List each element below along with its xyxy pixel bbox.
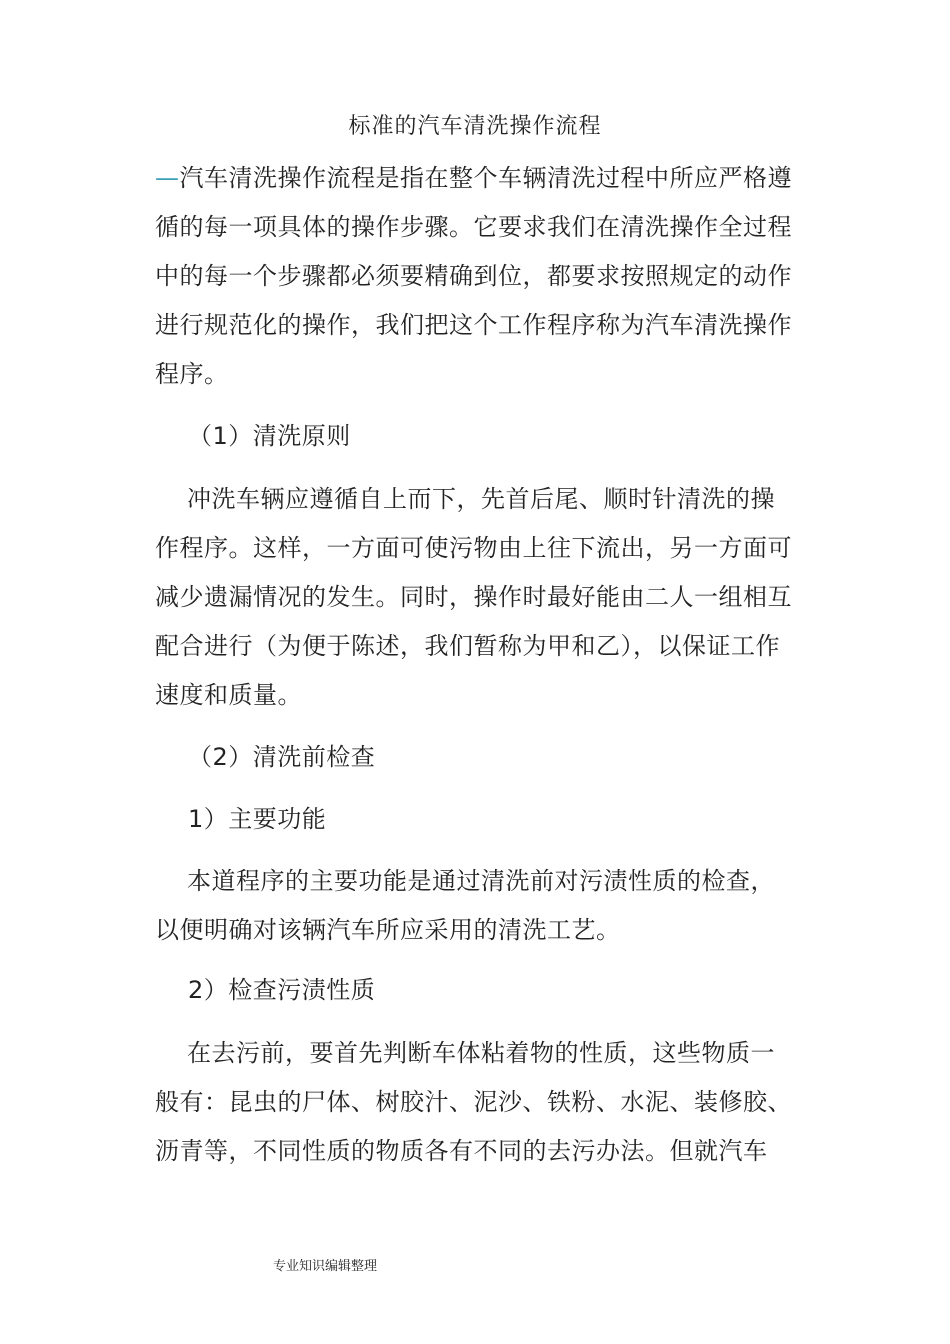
- subsection1-heading: 1）主要功能: [188, 805, 327, 833]
- intro-text: 汽车清洗操作流程是指在整个车辆清洗过程中所应严格遵循的每一项具体的操作步骤。它要求我们在清洗操作全过程中的每一个步骤都必须要精确到位，都要求按照规定的动作进行规范化的操作，我们把这个工作程序称为汽车清洗操作程序。: [155, 164, 792, 388]
- subsection2-heading: 2）检查污渍性质: [188, 976, 376, 1004]
- intro-paragraph: [155, 154, 795, 399]
- subsection1-paragraph: 本道程序的主要功能是通过清洗前对污渍性质的检查，以便明确对该辆汽车所应采用的清洗工艺。: [155, 867, 775, 944]
- subsection2-paragraph: 在去污前，要首先判断车体粘着物的性质，这些物质一般有：昆虫的尸体、树胶汁、泥沙、铁粉、水泥、装修胶、沥青等，不同性质的物质各有不同的去污办法。但就汽车: [155, 1039, 792, 1165]
- intro-dash: —: [155, 164, 180, 192]
- section2-heading: （2）清洗前检查: [188, 743, 376, 771]
- section1-heading: （1）清洗原则: [188, 422, 351, 450]
- document-title: 标准的汽车清洗操作流程: [348, 114, 602, 139]
- section1-paragraph: 冲洗车辆应遵循自上而下，先首后尾、顺时针清洗的操作程序。这样，一方面可使污物由上往下流出，另一方面可减少遗漏情况的发生。同时，操作时最好能由二人一组相互配合进行（为便于陈述，我们暂称为甲和乙），以保证工作速度和质量。: [155, 485, 792, 709]
- footer-note: 专业知识编辑整理: [273, 1259, 378, 1274]
